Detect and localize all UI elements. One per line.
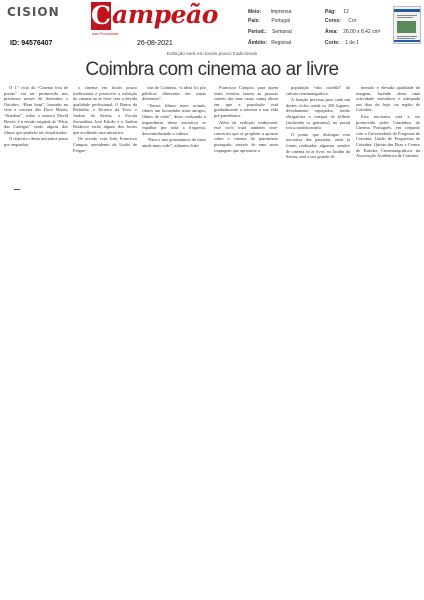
article-column-4 <box>214 85 278 154</box>
article-kicker: Exibição será em locais pouco tradicionais <box>166 52 258 57</box>
meta-cores: Cores: Cor <box>325 18 357 24</box>
campeao-logo-word: ampeão <box>112 0 218 29</box>
paragraph: o cinema em locais pouco tradicionais e promover a exibição do cinema ao ar livre com a devida qualidade profissional. O Bairro da Pedrulha, o Terreiro da Erva, o Jardim da Sereia, a Escola Secundária José Falcão e o Jardim Botânico serão alguns dos locais que acolherão esta iniciativa. <box>73 85 137 135</box>
meta-pais: País: Portugal <box>248 18 290 24</box>
paragraph: Francisco Campos, para quem estes eventos fazem as pessoas saírem das suas casas, numa altura em que a população está gradualmente a retomar a sua vida pré-pandémica. <box>214 85 278 118</box>
paragraph: “Para o ano gostaríamos de fazer ainda mais cedo”, adiantou João <box>142 137 206 148</box>
page-thumbnail <box>393 6 421 44</box>
paragraph: O ponto que distingue esta iniciativa das passadas, onde já foram realizadas algumas sessões de cinema ao ar livre, no Jardim da Sereia, será a sua grande di- <box>286 131 350 160</box>
campeao-logo-subtitle: das Províncias <box>92 31 119 36</box>
meta-area: Área: 26,00 x 8,42 cm² <box>325 29 381 35</box>
paragraph: O 1.º ciclo do “Cinema fora de portas” vai ser promovido nos próximos meses de Setembro e Outubro. “Bem bom”, baseado na vida e carreira das Doce Mania, “Stardust”, sobre o músico David Bowie, e a versão original do “Pátio das Cantigas” serão alguns dos filmes que poderão ser visualizados. <box>4 85 68 135</box>
clipping-id: ID: 94576407 <box>10 40 53 47</box>
paragraph: A lotação prevista para cada um destes ciclos ronda os 200 lugares, devidamente espaçados, sendo obrigatória a compra de bilhete (incluindo os gratuitos), no portal www.ruralshowinfo. <box>286 97 350 131</box>
paragraph: “Temos filmes mais actuais, filmes um bocadinho mais antigos, filmes de culto”, disse, realçando a importância desta iniciativa se espalhar por toda a freguesia, descentralizando a cultura. <box>142 102 206 136</box>
paragraph: O objectivo desta iniciativa passa por enquadrar <box>4 136 68 147</box>
paragraph: sias de Coimbra, “a ideia foi pôr públicos diferentes em zonas diferentes”. <box>142 85 206 102</box>
article-column-3 <box>142 85 206 150</box>
paragraph: população “não cinéfila” da cultura cinematográfica. <box>286 85 350 96</box>
paragraph: Além da exibição tradicional, este ciclo trará também cine-concertos que se propõem a apostar sobre o cinema de património português, através de uma nova roupagem que aproxime a <box>214 119 278 153</box>
article-column-6 <box>356 85 420 160</box>
article-column-2 <box>73 85 137 154</box>
clipping-date: 26-08-2021 <box>137 40 173 47</box>
meta-corte: Corte: 1 de 1 <box>325 40 360 46</box>
article-column-5 <box>286 85 350 161</box>
article-headline: Coimbra com cinema ao ar livre <box>85 59 339 80</box>
paragraph: De acordo com João Francisco Campos, presidente da União de Fregue- <box>73 136 137 153</box>
column-end-mark <box>14 189 20 190</box>
article-column-1 <box>4 85 68 149</box>
meta-pag: Pág: 12 <box>325 9 349 15</box>
meta-meio: Meio: Imprensa <box>248 9 292 15</box>
paragraph: mensão e elevada qualidade de imagem, fazendo desta uma actividade inovadora e adequada aos dias de hoje, na região de Coimbra. <box>356 85 420 113</box>
meta-period: Period.: Semanal <box>248 29 292 35</box>
meta-ambito: Âmbito: Regional <box>248 40 292 46</box>
campeao-logo-letter: C <box>91 1 111 30</box>
cision-logo: CISION <box>7 5 60 19</box>
paragraph: Esta iniciativa está a ser promovida pelos Caminhos do Cinema Português, em conjunto com a Universidade de Fregesias de Coimbra, União de Freguesias de Coimbra, Quinta das Pitas e Centro de Estudos Cinematográficos da Associação Académica de Coimbra. <box>356 113 420 159</box>
